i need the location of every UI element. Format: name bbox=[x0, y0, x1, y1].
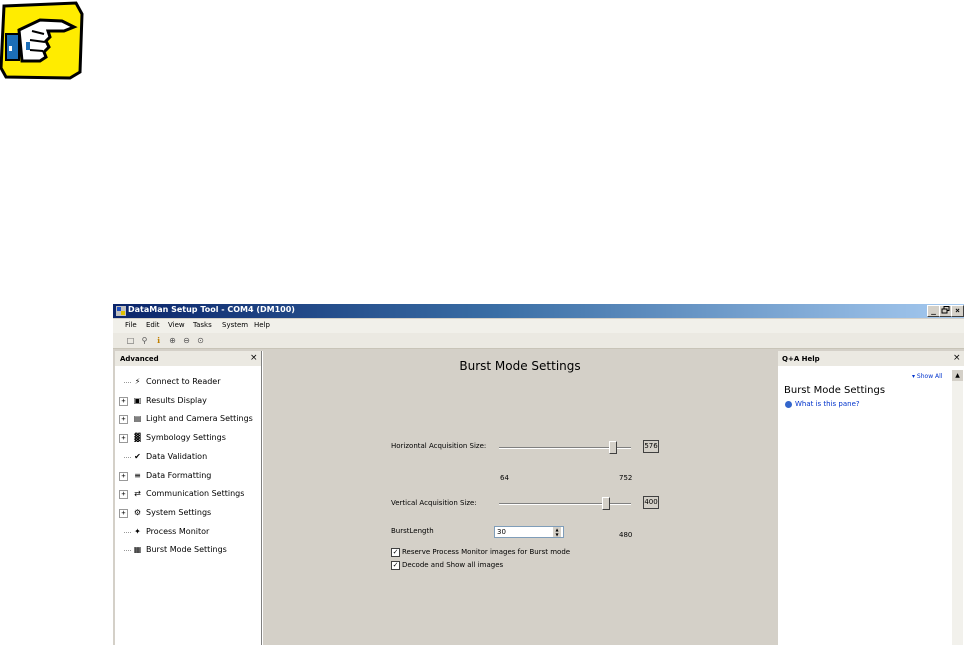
app-icon bbox=[116, 306, 126, 316]
tree-item-label: Data Formatting bbox=[146, 470, 212, 480]
horizontal-min-label: 64 bbox=[500, 474, 509, 482]
tree-item-label: Connect to Reader bbox=[146, 377, 221, 386]
tree-item[interactable] bbox=[115, 412, 261, 426]
burst-length-stepper[interactable] bbox=[553, 527, 561, 537]
tree-item[interactable] bbox=[115, 543, 261, 557]
tree-item-label: Process Monitor bbox=[146, 526, 210, 536]
horizontal-size-label: Horizontal Acquisition Size: bbox=[391, 442, 487, 450]
tree-item-label: System Settings bbox=[146, 507, 212, 517]
help-heading: Burst Mode Settings bbox=[784, 385, 886, 396]
stepper-down-icon[interactable]: ▼ bbox=[555, 532, 559, 537]
data-formatting-icon: ≡ bbox=[134, 470, 141, 480]
advanced-panel-title: Advanced bbox=[120, 355, 159, 363]
horizontal-slider-thumb[interactable] bbox=[609, 441, 617, 454]
symbology-icon: ▓ bbox=[134, 433, 141, 443]
menu-edit[interactable]: Edit bbox=[146, 321, 160, 329]
tree-item[interactable] bbox=[115, 450, 261, 464]
window-title: DataMan Setup Tool - COM4 (DM100) bbox=[128, 305, 295, 314]
tree-item[interactable] bbox=[115, 469, 261, 483]
decode-show-all-label: Decode and Show all images bbox=[402, 561, 504, 569]
menu-tasks[interactable]: Tasks bbox=[193, 321, 212, 329]
expand-icon[interactable]: + bbox=[119, 472, 128, 481]
camera-icon: ▤ bbox=[133, 414, 142, 424]
menu-help[interactable]: Help bbox=[254, 321, 270, 329]
process-monitor-icon: ✦ bbox=[134, 526, 141, 536]
pointing-hand-clipart-icon bbox=[0, 0, 84, 80]
advanced-tree-panel bbox=[115, 351, 262, 645]
tree-item[interactable] bbox=[115, 375, 261, 389]
expand-icon[interactable]: + bbox=[119, 434, 128, 443]
results-display-icon: ▣ bbox=[133, 395, 142, 405]
page-title: Burst Mode Settings bbox=[459, 359, 581, 373]
help-link-icon bbox=[785, 401, 792, 408]
restore-icon bbox=[941, 306, 950, 314]
tree-item-label: Data Validation bbox=[146, 451, 208, 461]
advanced-panel-header bbox=[115, 351, 261, 366]
tree-item-label: Results Display bbox=[146, 395, 207, 405]
help-panel-header bbox=[778, 351, 964, 366]
expand-icon[interactable]: + bbox=[119, 509, 128, 518]
show-all-link[interactable]: ▾ Show All bbox=[912, 373, 943, 380]
what-is-this-pane-link[interactable]: What is this pane? bbox=[795, 400, 860, 408]
help-panel-title: Q+A Help bbox=[782, 355, 820, 363]
tree-connector bbox=[124, 532, 131, 533]
help-panel bbox=[778, 351, 964, 645]
new-icon[interactable]: □ bbox=[126, 336, 135, 345]
reserve-images-checkbox[interactable]: ✓ bbox=[392, 548, 399, 556]
scroll-up-icon[interactable]: ▲ bbox=[952, 370, 963, 381]
toolbar bbox=[113, 333, 964, 349]
expand-icon[interactable]: + bbox=[119, 415, 128, 424]
tree-item[interactable] bbox=[115, 506, 261, 520]
close-button[interactable]: × bbox=[951, 305, 964, 317]
vertical-slider-track[interactable] bbox=[499, 503, 631, 505]
help-scrollbar[interactable] bbox=[952, 370, 963, 645]
vertical-slider-thumb[interactable] bbox=[602, 497, 610, 510]
tree-item[interactable] bbox=[115, 487, 261, 501]
menu-file[interactable]: File bbox=[125, 321, 137, 329]
decode-show-all-checkbox[interactable]: ✓ bbox=[392, 561, 399, 569]
zoom-out-icon[interactable]: ⊖ bbox=[183, 336, 190, 345]
title-bar[interactable] bbox=[113, 304, 964, 318]
vertical-size-label: Vertical Acquisition Size: bbox=[391, 499, 477, 507]
menu-bar bbox=[113, 319, 964, 333]
tree-item[interactable] bbox=[115, 525, 261, 539]
burst-length-label: BurstLength bbox=[391, 527, 434, 535]
system-settings-icon: ⚙ bbox=[133, 507, 142, 517]
tree-connector bbox=[124, 457, 131, 458]
expand-icon[interactable]: + bbox=[119, 397, 128, 406]
zoom-fit-icon[interactable]: ⊙ bbox=[197, 336, 204, 345]
vertical-max-label: 480 bbox=[619, 531, 633, 539]
burst-mode-settings-panel bbox=[262, 351, 777, 645]
close-help-panel-icon[interactable]: × bbox=[953, 353, 961, 363]
burst-mode-icon: ▦ bbox=[133, 545, 142, 555]
tree-item-label: Light and Camera Settings bbox=[146, 414, 253, 424]
minimize-button[interactable]: _ bbox=[927, 305, 940, 317]
tree-item-label: Burst Mode Settings bbox=[146, 545, 227, 555]
menu-system[interactable]: System bbox=[222, 321, 249, 329]
connect-reader-icon: ⚡ bbox=[134, 377, 141, 386]
tree-item-label: Symbology Settings bbox=[146, 433, 226, 443]
close-advanced-panel-icon[interactable]: × bbox=[250, 353, 258, 363]
tree-item[interactable] bbox=[115, 394, 261, 408]
stepper-up-icon[interactable]: ▲ bbox=[555, 527, 559, 532]
vertical-size-value: 400 bbox=[643, 496, 659, 509]
tree-connector bbox=[124, 550, 131, 551]
tree-item[interactable] bbox=[115, 431, 261, 445]
communication-icon: ⇄ bbox=[134, 489, 141, 499]
connect-icon[interactable]: ⚲ bbox=[141, 336, 148, 345]
tree-connector bbox=[124, 382, 131, 383]
reserve-images-label: Reserve Process Monitor images for Burst mode bbox=[402, 548, 571, 556]
data-validation-icon: ✔ bbox=[134, 451, 141, 461]
zoom-in-icon[interactable]: ⊕ bbox=[169, 336, 176, 345]
horizontal-size-value: 576 bbox=[643, 440, 659, 453]
info-icon[interactable]: ℹ bbox=[156, 336, 161, 345]
tree-item-label: Communication Settings bbox=[146, 489, 245, 499]
menu-view[interactable]: View bbox=[168, 321, 185, 329]
horizontal-max-label: 752 bbox=[619, 474, 633, 482]
expand-icon[interactable]: + bbox=[119, 490, 128, 499]
app-window bbox=[113, 304, 964, 645]
